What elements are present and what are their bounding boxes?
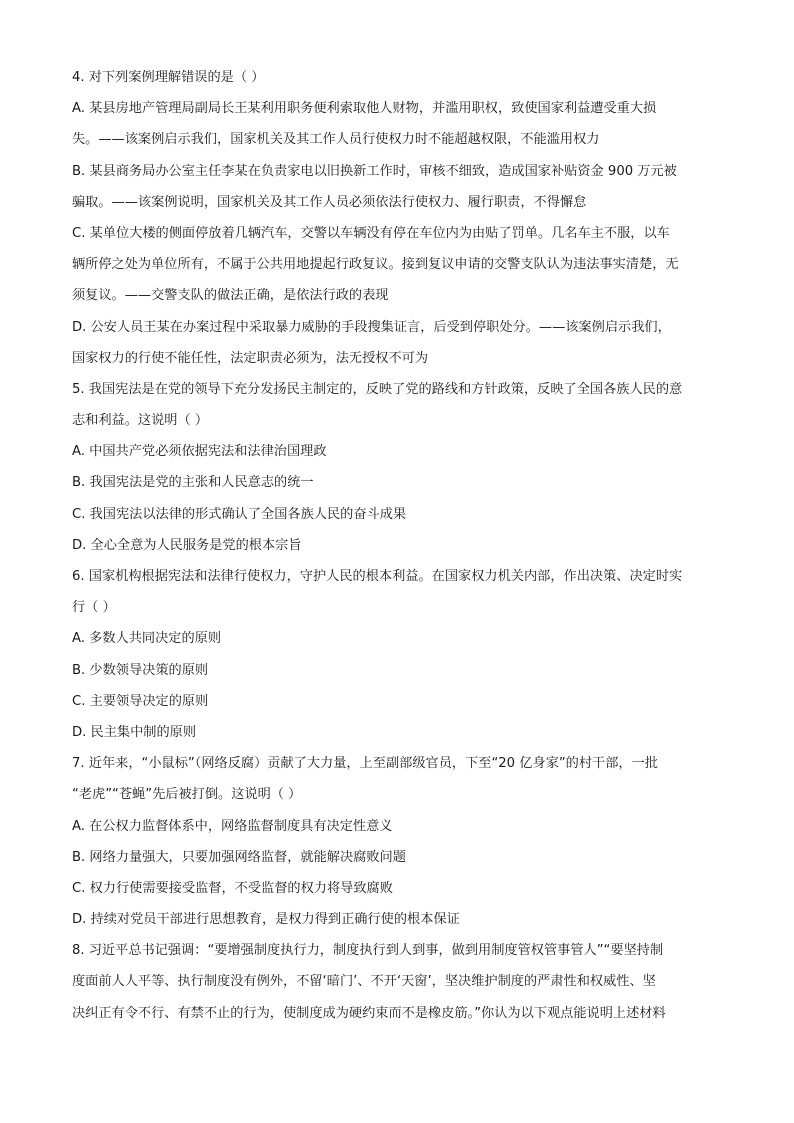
question-stem-line: 志和利益。这说明（ ） [72, 413, 209, 429]
option-line: A. 某县房地产管理局副局长王某利用职务便利索取他人财物，并滥用职权，致使国家利益遭受重大损 [72, 101, 657, 117]
question-stem-line: 8. 习近平总书记强调：“要增强制度执行力，制度执行到人到事，做到用制度管权管事管人”“要坚持制 [72, 943, 664, 959]
question-stem-line: “老虎”“苍蝇”先后被打倒。这说明（ ） [72, 787, 302, 803]
option-b: B. 网络力量强大，只要加强网络监督，就能解决腐败问题 [72, 849, 406, 865]
option-b: B. 我国宪法是党的主张和人民意志的统一 [72, 475, 314, 491]
option-line: 须复议。——交警支队的做法正确，是依法行政的表现 [72, 288, 389, 304]
option-line: B. 某县商务局办公室主任李某在负责家电以旧换新工作时，审核不细致，造成国家补贴资金 900 万元被 [72, 163, 677, 179]
option-a [72, 93, 722, 155]
option-c [72, 218, 722, 312]
option-a: A. 多数人共同决定的原则 [72, 631, 222, 647]
option-c: C. 权力行使需要接受监督，不受监督的权力将导致腐败 [72, 880, 393, 896]
question-6 [72, 561, 722, 748]
option-line: D. 公安人员王某在办案过程中采取暴力威胁的手段搜集证言，后受到停职处分。——该案例启示我们， [72, 319, 671, 335]
question-stem-line: 7. 近年来，“小鼠标”（网络反腐）贡献了大力量，上至副部级官员，下至“20 亿身家”的村干部，一批 [72, 756, 658, 772]
question-7 [72, 748, 722, 935]
option-c: C. 我国宪法以法律的形式确认了全国各族人民的奋斗成果 [72, 506, 407, 522]
option-b: B. 少数领导决策的原则 [72, 662, 209, 678]
option-line: C. 某单位大楼的侧面停放着几辆汽车，交警以车辆没有停在车位内为由贴了罚单。几名车主不服，以车 [72, 225, 670, 241]
question-4 [72, 62, 722, 374]
question-5 [72, 374, 722, 561]
option-c: C. 主要领导决定的原则 [72, 693, 209, 709]
option-a: A. 中国共产党必须依据宪法和法律治国理政 [72, 444, 327, 460]
option-line: 辆所停之处为单位所有，不属于公共用地提起行政复议。接到复议申请的交警支队认为违法事实清楚，无 [72, 257, 679, 273]
option-d: D. 全心全意为人民服务是党的根本宗旨 [72, 537, 302, 553]
option-d: D. 持续对党员干部进行思想教育，是权力得到正确行使的根本保证 [72, 912, 460, 928]
option-line: 国家权力的行使不能任性，法定职责必须为，法无授权不可为 [72, 350, 429, 366]
question-stem-line: 6. 国家机构根据宪法和法律行使权力，守护人民的根本利益。在国家权力机关内部，作出决策、决定时实 [72, 569, 683, 584]
option-b [72, 156, 722, 218]
option-line: 失。——该案例启示我们，国家机关及其工作人员行使权力时不能超越权限，不能滥用权力 [72, 132, 600, 148]
option-d [72, 312, 722, 374]
option-a: A. 在公权力监督体系中，网络监督制度具有决定性意义 [72, 818, 393, 834]
document-page [72, 62, 722, 1029]
question-stem-line: 行（ ） [72, 600, 116, 616]
question-stem-line: 5. 我国宪法是在党的领导下充分发扬民主制定的，反映了党的路线和方针政策，反映了全国各族人民的意 [72, 381, 683, 397]
question-stem-line: 4. 对下列案例理解错误的是（ ） [72, 70, 265, 85]
question-8 [72, 935, 722, 1029]
option-line: 骗取。——该案例说明，国家机关及其工作人员必须依法行使权力、履行职责，不得懈怠 [72, 194, 587, 210]
question-stem-line: 决纠正有令不行、有禁不止的行为，使制度成为硬约束而不是橡皮筋。”你认为以下观点能说明上述材料 [72, 1005, 666, 1021]
option-d: D. 民主集中制的原则 [72, 724, 197, 740]
question-stem-line: 度面前人人平等、执行制度没有例外，不留‘暗门’、不开‘天窗’，坚决维护制度的严肃性和权威性、坚 [72, 974, 656, 990]
